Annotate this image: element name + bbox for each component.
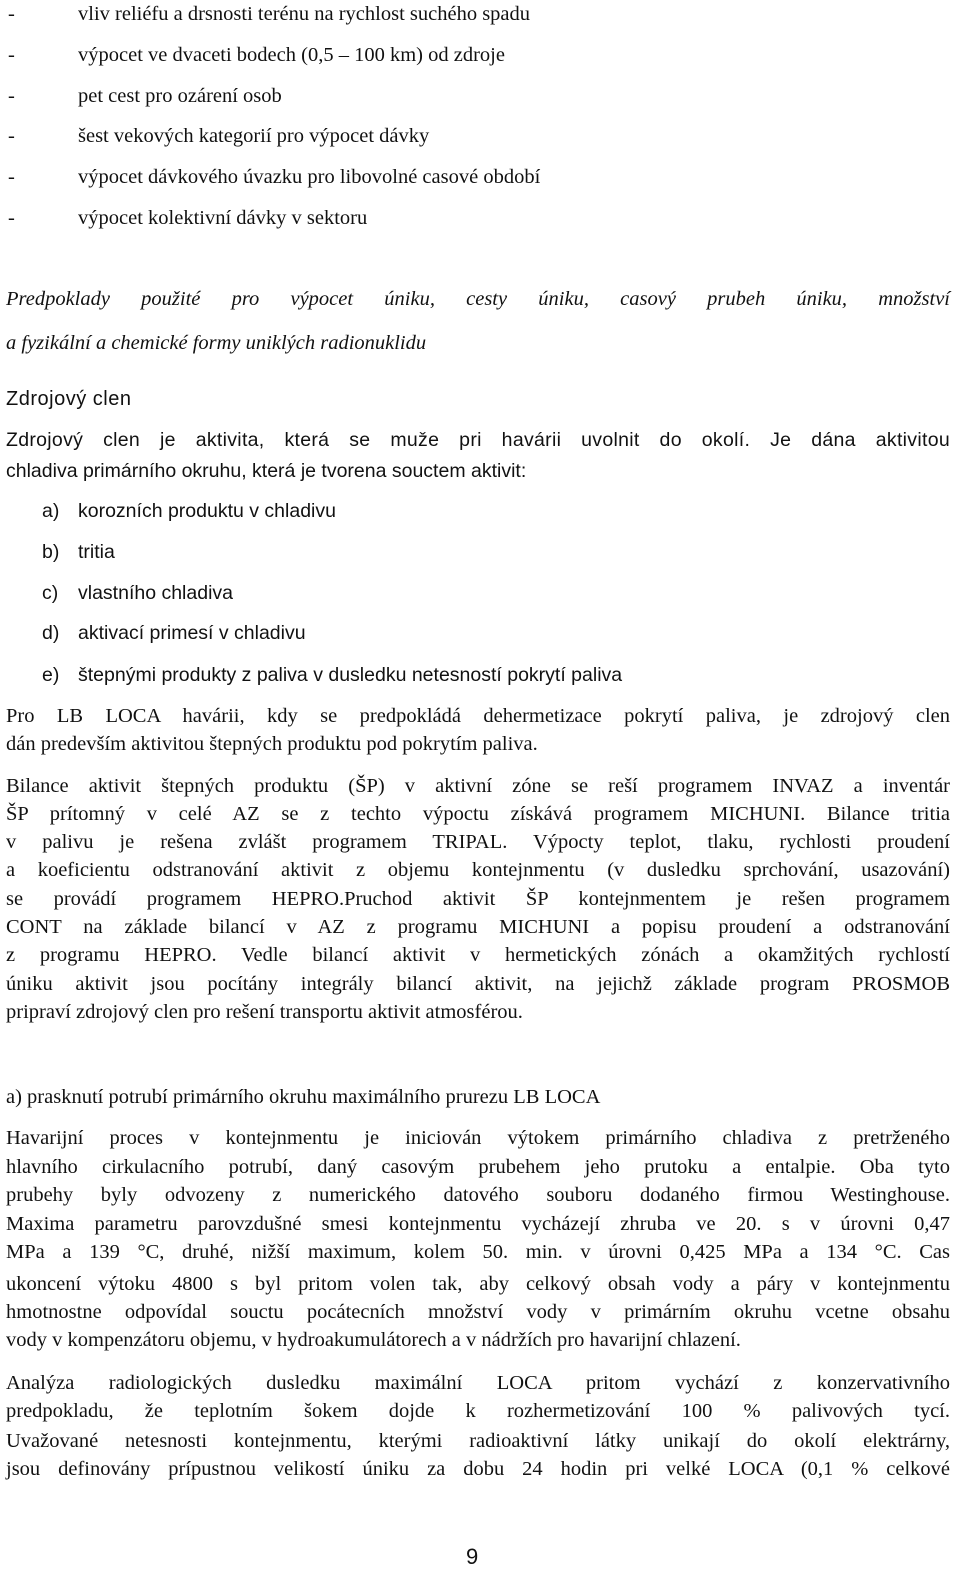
subheading: a) prasknutí potrubí primárního okruhu maximálního prurezu LB LOCA <box>6 1086 601 1108</box>
page-number: 9 <box>466 1544 479 1569</box>
section-title: Zdrojový clen <box>6 388 132 410</box>
